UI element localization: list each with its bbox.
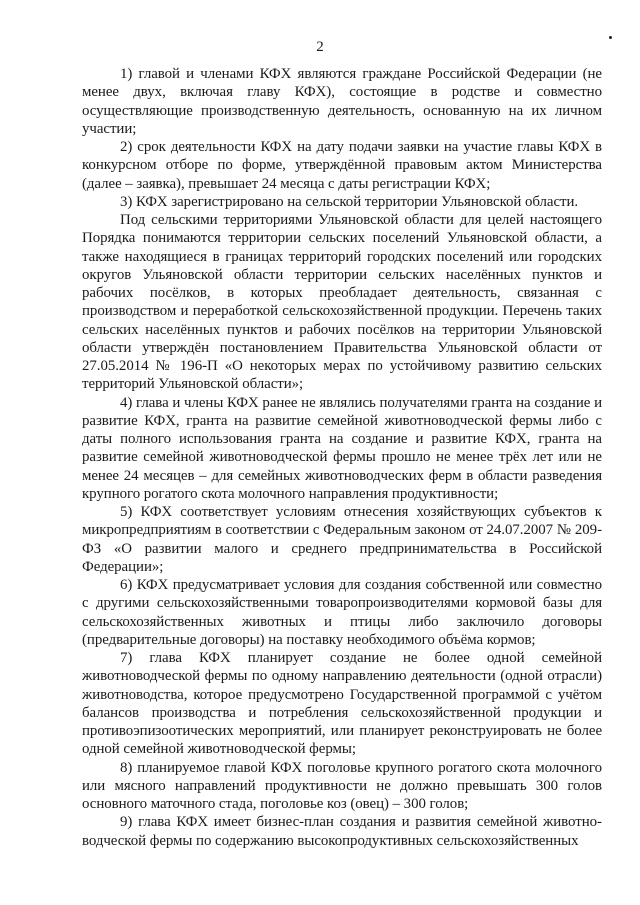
- page-number: 2: [316, 39, 324, 55]
- scan-speck: [609, 36, 612, 39]
- paragraph-1: 1) главой и членами КФХ являются граждане Российской Федерации (не менее двух, включая главу КФХ), состоящие в родстве и совместно осуществляющие производственную деятельность, основанную на их личном участии;: [82, 66, 602, 137]
- paragraph-8: 7) глава КФХ планирует создание не более одной семейной животноводческой фермы по одному направлению деятельности (одной отрасли) животноводства, которое предусмотрено Государственной программой с учётом балансов производства и потребления сельскохозяйственной продукции и противоэпизоотических мероприятий, или планирует реконструировать не более одной семейной животноводческой фермы;: [82, 650, 602, 758]
- paragraph-3: 3) КФХ зарегистрировано на сельской территории Ульяновской области.: [120, 193, 579, 210]
- paragraph-5: 4) глава и члены КФХ ранее не являлись получателями гранта на создание и развитие КФХ, гранта на развитие семейной животноводческой фермы либо с даты полного использования гранта на создание и развитие КФХ, гранта на развитие семейной животноводческой фермы прошло не менее трёх лет или не менее 24 месяцев – для семейных животноводческих ферм в области разведения крупного рогатого скота молочного направления продуктивности;: [82, 394, 602, 502]
- paragraph-6: 5) КФХ соответствует условиям отнесения хозяйствующих субъектов к микропредприятиям в соответствии с Федеральным законом от 24.07.2007 № 209-ФЗ «О развитии малого и среднего предпринимательства в Российской Федерации»;: [82, 504, 602, 575]
- body-text: [82, 65, 602, 850]
- paragraph-2: 2) срок деятельности КФХ на дату подачи заявки на участие главы КФХ в конкурсном отборе по форме, утверждённой правовым актом Министерства (далее – заявка), превышает 24 месяца с даты регистрации КФХ;: [82, 139, 602, 192]
- paragraph-7: 6) КФХ предусматривает условия для создания собственной или совместно с другими сельскохозяйственными товаропроизводителями кормовой базы для сельскохозяйственных животных и птицы либо заключило договоры (предварительные договоры) на поставку необходимого объёма кормов;: [82, 577, 602, 648]
- paragraph-9: 8) планируемое главой КФХ поголовье крупного рогатого скота молочного или мясного направлений продуктивности не должно превышать 300 голов основного маточного стада, поголовье коз (овец) – 300 голов;: [82, 759, 602, 812]
- paragraph-4: Под сельскими территориями Ульяновской области для целей настоящего Порядка понимаются территории сельских поселений Ульяновской области, а также находящиеся в границах территорий городских поселений или городских округов Ульяновской области территории сельских населённых пунктов и рабочих посёлков, в которых преобладает деятельность, связанная с производством и переработкой сельскохозяйственной продукции. Перечень таких сельских населённых пунктов и рабочих посёлков на территории Ульяновской области утверждён постановлением Правительства Ульяновской области от 27.05.2014 № 196-П «О некоторых мерах по устойчивому развитию сельских территорий Ульяновской области»;: [82, 212, 602, 393]
- paragraph-10: 9) глава КФХ имеет бизнес-план создания и развития семейной животноводческой фермы по содержанию высокопродуктивных сельскохозяйственных: [82, 814, 602, 849]
